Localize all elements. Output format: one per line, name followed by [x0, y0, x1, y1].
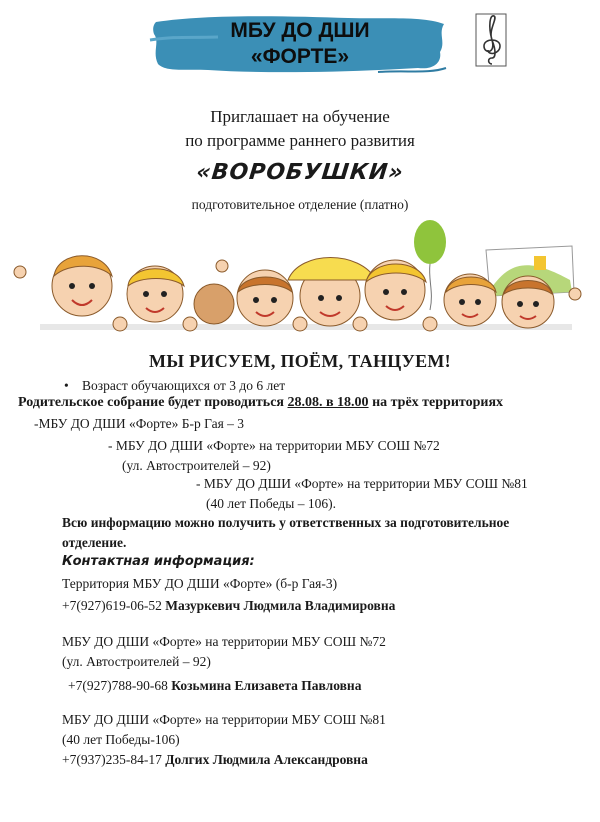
contact-2-name: Козьмина Елизавета Павловна — [171, 678, 362, 693]
info-note-line1: Всю информацию можно получить у ответственных за подготовительное — [62, 515, 510, 530]
contact-3-location: МБУ ДО ДШИ «Форте» на территории МБУ СОШ №81 — [62, 712, 386, 727]
contact-block-3 — [62, 710, 386, 770]
contact-block-1 — [62, 574, 395, 616]
territory-3-line2: (40 лет Победы – 106). — [206, 496, 336, 511]
treble-clef-icon — [474, 10, 510, 70]
contact-1-name: Мазуркевич Людмила Владимировна — [165, 598, 396, 613]
territory-2-line2: (ул. Автостроителей – 92) — [122, 458, 271, 473]
children-illustration — [0, 220, 600, 340]
meeting-announcement — [18, 393, 503, 413]
department-note: подготовительное отделение (платно) — [191, 197, 409, 212]
invitation-line2: по программе раннего развития — [185, 131, 415, 150]
org-title-line2: «ФОРТЕ» — [250, 45, 350, 68]
meeting-prefix: Родительское собрание будет проводиться — [18, 395, 288, 410]
meeting-suffix: на трёх территориях — [368, 395, 504, 410]
age-text: Возраст обучающихся от 3 до 6 лет — [82, 378, 286, 393]
territory-2-line1: - МБУ ДО ДШИ «Форте» на территории МБУ СОШ №72 — [108, 438, 440, 453]
territory-1 — [34, 414, 244, 434]
contact-3-address: (40 лет Победы-106) — [62, 732, 180, 747]
info-note-line2: отделение. — [62, 535, 127, 550]
contact-2-address: (ул. Автостроителей – 92) — [62, 654, 211, 669]
contacts-heading: Контактная информация: — [62, 554, 255, 569]
info-note — [62, 513, 509, 553]
territory-3-line1: - МБУ ДО ДШИ «Форте» на территории МБУ СОШ №81 — [196, 476, 528, 491]
invitation-text — [0, 105, 600, 153]
bullet-dot: • — [64, 378, 69, 393]
contact-3-phone: +7(937)235-84-17 — [62, 752, 166, 767]
invitation-line1: Приглашает на обучение — [210, 107, 390, 126]
contact-block-2 — [62, 632, 386, 696]
slogan: МЫ РИСУЕМ, ПОЁМ, ТАНЦУЕМ! — [149, 351, 451, 371]
territory-2 — [108, 436, 440, 476]
contact-2-location: МБУ ДО ДШИ «Форте» на территории МБУ СОШ №72 — [62, 634, 386, 649]
program-name: «ВОРОБУШКИ» — [195, 160, 405, 185]
territory-3 — [196, 474, 528, 514]
contact-1-phone: +7(927)619-06-52 — [62, 598, 166, 613]
org-title-line1: МБУ ДО ДШИ — [230, 19, 370, 42]
contact-1-location: Территория МБУ ДО ДШИ «Форте» (б-р Гая-3) — [62, 576, 338, 591]
territory-1-line1: -МБУ ДО ДШИ «Форте» Б-р Гая – 3 — [34, 416, 245, 431]
contact-2-phone: +7(927)788-90-68 — [68, 678, 172, 693]
organization-title — [150, 18, 450, 70]
contact-3-name: Долгих Людмила Александровна — [165, 752, 368, 767]
meeting-date-time: 28.08. в 18.00 — [287, 395, 369, 410]
